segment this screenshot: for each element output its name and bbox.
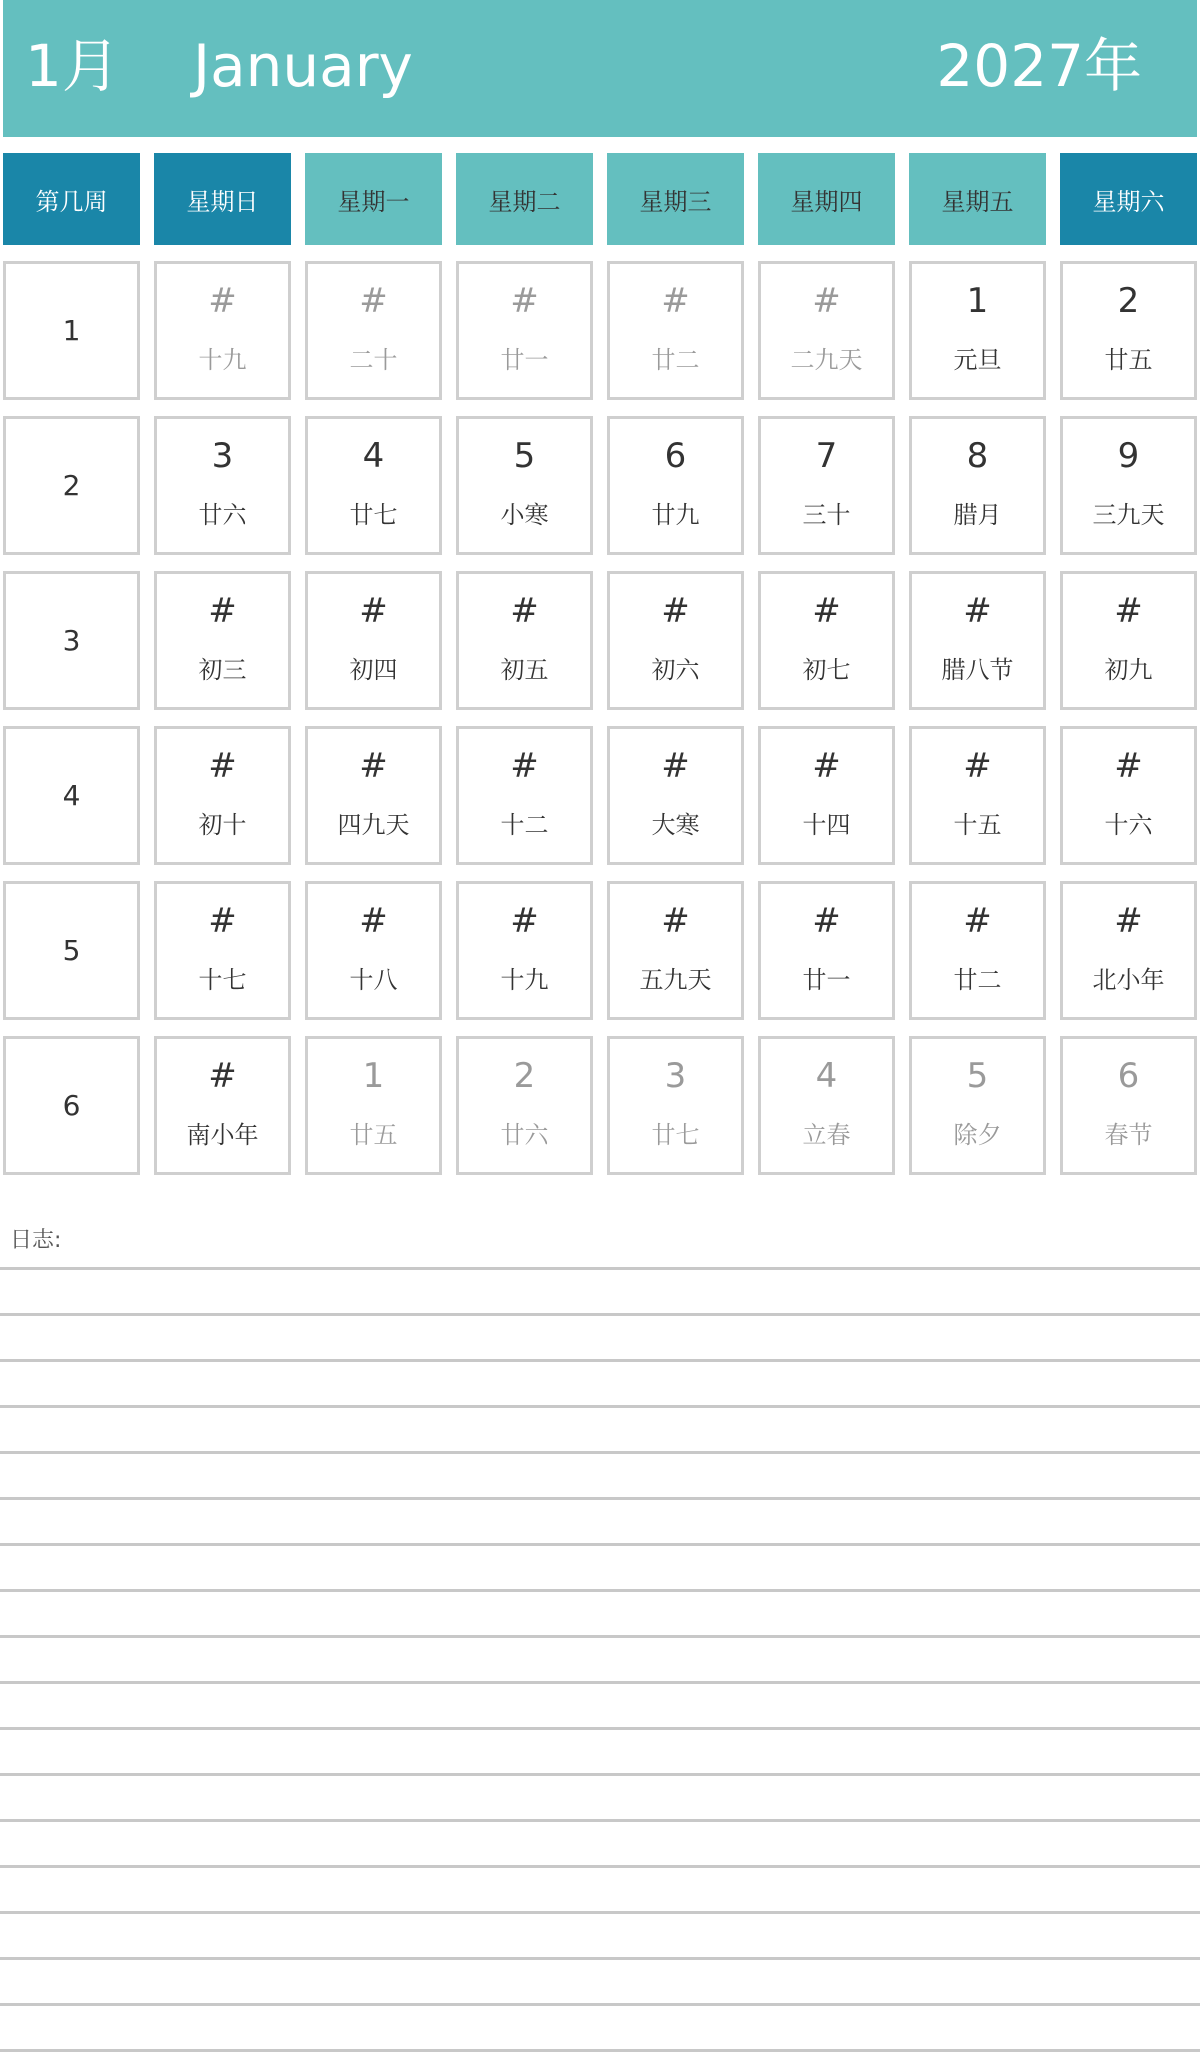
day-cell[interactable] <box>154 1036 291 1175</box>
lunar-date: 十二 <box>500 811 549 839</box>
day-cell[interactable] <box>456 1036 593 1175</box>
weekday-header-0: 第几周 <box>3 153 140 245</box>
lunar-date: 大寒 <box>651 811 700 839</box>
journal-line <box>0 1957 1200 1960</box>
lunar-date: 廿七 <box>349 501 398 529</box>
lunar-date: 廿一 <box>500 346 549 374</box>
day-cell[interactable] <box>154 726 291 865</box>
day-cell[interactable] <box>1060 726 1197 865</box>
day-number: 5 <box>513 436 536 476</box>
day-number: # <box>812 281 841 321</box>
day-cell[interactable] <box>154 571 291 710</box>
day-number: # <box>359 746 388 786</box>
day-cell[interactable] <box>909 571 1046 710</box>
day-number: # <box>963 746 992 786</box>
day-number: # <box>510 591 539 631</box>
week-number: 5 <box>62 934 81 967</box>
journal-line <box>0 1727 1200 1730</box>
week-number: 1 <box>62 314 81 347</box>
day-cell[interactable] <box>1060 1036 1197 1175</box>
day-number: 4 <box>815 1056 838 1096</box>
day-number: # <box>510 281 539 321</box>
day-number: # <box>661 746 690 786</box>
day-number: 2 <box>1117 281 1140 321</box>
journal-line <box>0 1865 1200 1868</box>
day-number: # <box>208 591 237 631</box>
day-number: 1 <box>362 1056 385 1096</box>
week-number-cell <box>3 416 140 555</box>
day-cell[interactable] <box>607 1036 744 1175</box>
lunar-date: 初五 <box>500 656 549 684</box>
journal-line <box>0 2049 1200 2052</box>
lunar-date: 廿六 <box>198 501 247 529</box>
day-cell[interactable] <box>758 416 895 555</box>
lunar-date: 腊月 <box>953 501 1002 529</box>
weekday-header-4: 星期三 <box>607 153 744 245</box>
lunar-date: 腊八节 <box>941 656 1014 684</box>
month-number: 1月 <box>25 32 120 100</box>
lunar-date: 十八 <box>349 966 398 994</box>
day-number: # <box>208 901 237 941</box>
journal-line <box>0 1497 1200 1500</box>
lunar-date: 北小年 <box>1092 966 1165 994</box>
lunar-date: 初九 <box>1104 656 1153 684</box>
week-number-cell <box>3 726 140 865</box>
day-cell[interactable] <box>909 881 1046 1020</box>
lunar-date: 小寒 <box>500 501 549 529</box>
day-number: # <box>661 281 690 321</box>
day-cell[interactable] <box>758 261 895 400</box>
day-cell[interactable] <box>1060 261 1197 400</box>
day-number: 7 <box>815 436 838 476</box>
day-cell[interactable] <box>607 881 744 1020</box>
day-number: # <box>1114 746 1143 786</box>
lunar-date: 初六 <box>651 656 700 684</box>
lunar-date: 四九天 <box>337 811 410 839</box>
day-number: # <box>812 591 841 631</box>
journal-line <box>0 1589 1200 1592</box>
day-number: # <box>963 901 992 941</box>
week-number-cell <box>3 881 140 1020</box>
lunar-date: 二九天 <box>790 346 863 374</box>
day-number: 5 <box>966 1056 989 1096</box>
lunar-date: 立春 <box>802 1121 851 1149</box>
day-cell[interactable] <box>1060 416 1197 555</box>
lunar-date: 廿五 <box>1104 346 1153 374</box>
day-number: # <box>359 281 388 321</box>
day-number: # <box>208 1056 237 1096</box>
month-name: January <box>193 32 413 100</box>
lunar-date: 二十 <box>349 346 398 374</box>
year-label: 2027年 <box>936 32 1142 100</box>
week-number-cell <box>3 571 140 710</box>
day-cell[interactable] <box>909 1036 1046 1175</box>
day-cell[interactable] <box>305 571 442 710</box>
week-number-cell <box>3 261 140 400</box>
journal-line <box>0 1405 1200 1408</box>
lunar-date: 五九天 <box>639 966 712 994</box>
journal-line <box>0 1773 1200 1776</box>
week-number: 2 <box>62 469 81 502</box>
journal-line <box>0 1635 1200 1638</box>
week-number: 4 <box>62 779 81 812</box>
day-cell[interactable] <box>456 416 593 555</box>
day-number: # <box>812 746 841 786</box>
day-cell[interactable] <box>154 261 291 400</box>
journal-line <box>0 1313 1200 1316</box>
day-cell[interactable] <box>305 261 442 400</box>
journal-line <box>0 1267 1200 1270</box>
day-number: 9 <box>1117 436 1140 476</box>
day-cell[interactable] <box>456 261 593 400</box>
day-number: 2 <box>513 1056 536 1096</box>
day-cell[interactable] <box>1060 571 1197 710</box>
journal-line <box>0 1359 1200 1362</box>
lunar-date: 元旦 <box>953 346 1002 374</box>
day-cell[interactable] <box>1060 881 1197 1020</box>
lunar-date: 春节 <box>1104 1121 1153 1149</box>
lunar-date: 三九天 <box>1092 501 1165 529</box>
day-number: # <box>1114 591 1143 631</box>
day-cell[interactable] <box>607 261 744 400</box>
journal-label: 日志: <box>10 1228 62 1253</box>
day-cell[interactable] <box>758 726 895 865</box>
lunar-date: 三十 <box>802 501 851 529</box>
journal-line <box>0 1543 1200 1546</box>
day-number: # <box>359 901 388 941</box>
journal-line <box>0 1911 1200 1914</box>
lunar-date: 廿二 <box>953 966 1002 994</box>
weekday-header-7: 星期六 <box>1060 153 1197 245</box>
lunar-date: 十五 <box>953 811 1002 839</box>
journal-line <box>0 1681 1200 1684</box>
weekday-header-5: 星期四 <box>758 153 895 245</box>
week-number: 3 <box>62 624 81 657</box>
day-cell[interactable] <box>154 416 291 555</box>
calendar-header <box>3 0 1197 137</box>
day-cell[interactable] <box>456 881 593 1020</box>
day-cell[interactable] <box>607 416 744 555</box>
day-number: # <box>510 746 539 786</box>
lunar-date: 十九 <box>500 966 549 994</box>
day-cell[interactable] <box>758 1036 895 1175</box>
lunar-date: 廿六 <box>500 1121 549 1149</box>
day-cell[interactable] <box>758 881 895 1020</box>
lunar-date: 廿七 <box>651 1121 700 1149</box>
day-number: 4 <box>362 436 385 476</box>
lunar-date: 初三 <box>198 656 247 684</box>
lunar-date: 廿一 <box>802 966 851 994</box>
day-cell[interactable] <box>909 726 1046 865</box>
day-number: # <box>812 901 841 941</box>
day-number: # <box>1114 901 1143 941</box>
day-cell[interactable] <box>456 571 593 710</box>
day-cell[interactable] <box>305 881 442 1020</box>
lunar-date: 十四 <box>802 811 851 839</box>
journal-line <box>0 1819 1200 1822</box>
day-cell[interactable] <box>305 1036 442 1175</box>
day-number: 6 <box>664 436 687 476</box>
journal-line <box>0 1451 1200 1454</box>
lunar-date: 初四 <box>349 656 398 684</box>
lunar-date: 十七 <box>198 966 247 994</box>
day-number: 1 <box>966 281 989 321</box>
lunar-date: 廿二 <box>651 346 700 374</box>
day-cell[interactable] <box>909 416 1046 555</box>
day-number: 8 <box>966 436 989 476</box>
day-number: # <box>661 901 690 941</box>
day-number: # <box>208 281 237 321</box>
week-number: 6 <box>62 1089 81 1122</box>
lunar-date: 十九 <box>198 346 247 374</box>
day-cell[interactable] <box>607 726 744 865</box>
day-number: 6 <box>1117 1056 1140 1096</box>
weekday-header-2: 星期一 <box>305 153 442 245</box>
journal-line <box>0 2003 1200 2006</box>
lunar-date: 初七 <box>802 656 851 684</box>
lunar-date: 初十 <box>198 811 247 839</box>
day-cell[interactable] <box>909 261 1046 400</box>
day-cell[interactable] <box>305 416 442 555</box>
weekday-header-1: 星期日 <box>154 153 291 245</box>
weekday-header-3: 星期二 <box>456 153 593 245</box>
day-number: # <box>208 746 237 786</box>
week-number-cell <box>3 1036 140 1175</box>
lunar-date: 除夕 <box>953 1121 1002 1149</box>
lunar-date: 廿五 <box>349 1121 398 1149</box>
day-cell[interactable] <box>758 571 895 710</box>
weekday-header-6: 星期五 <box>909 153 1046 245</box>
day-cell[interactable] <box>456 726 593 865</box>
day-cell[interactable] <box>607 571 744 710</box>
day-cell[interactable] <box>305 726 442 865</box>
day-number: # <box>359 591 388 631</box>
lunar-date: 南小年 <box>186 1121 259 1149</box>
lunar-date: 十六 <box>1104 811 1153 839</box>
day-cell[interactable] <box>154 881 291 1020</box>
lunar-date: 廿九 <box>651 501 700 529</box>
day-number: 3 <box>211 436 234 476</box>
day-number: 3 <box>664 1056 687 1096</box>
day-number: # <box>510 901 539 941</box>
day-number: # <box>963 591 992 631</box>
day-number: # <box>661 591 690 631</box>
